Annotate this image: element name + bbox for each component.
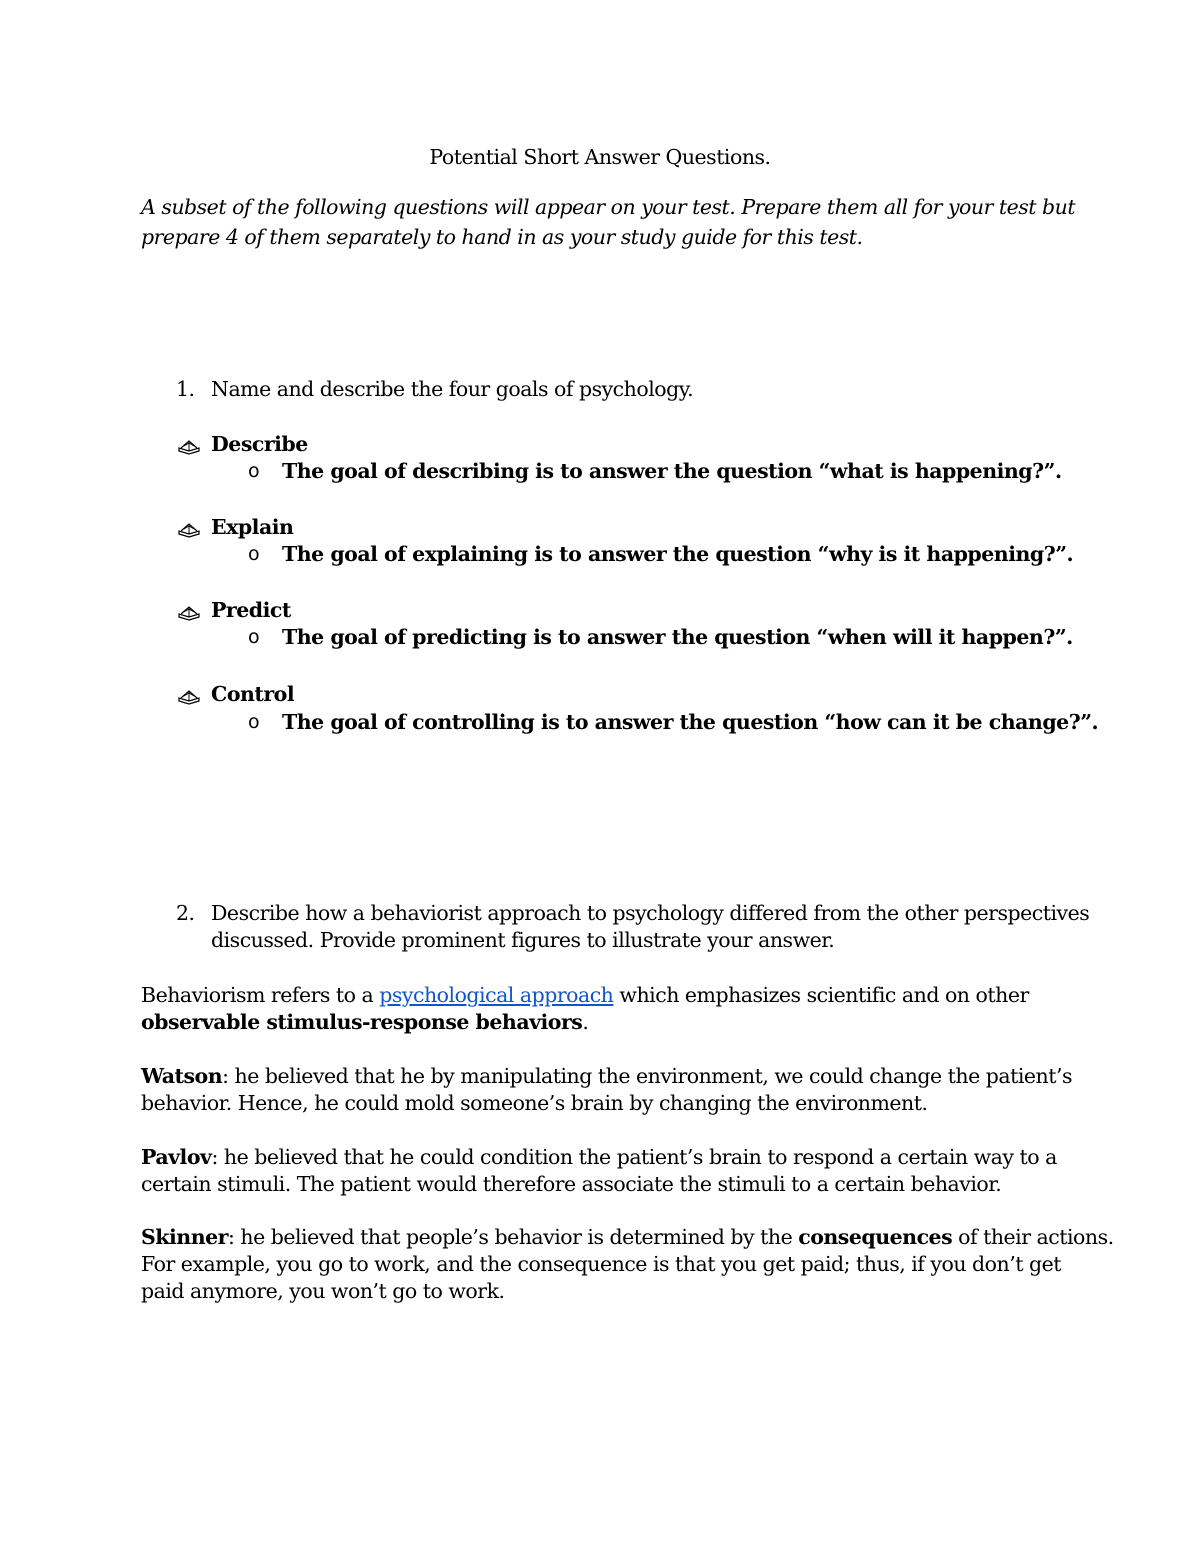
pavlov-text: : he believed that he could condition the patient’s brain to respond a certain way to a — [211, 1145, 1057, 1169]
question-2-number: 2. — [176, 901, 195, 925]
goal-predict-detail: The goal of predicting is to answer the question “when will it happen?”. — [282, 625, 1073, 649]
pavlov-line-1 — [141, 1144, 1057, 1171]
behaviorism-line-2 — [141, 1009, 588, 1036]
question-1-number: 1. — [176, 377, 195, 401]
skinner-name: Skinner — [141, 1225, 228, 1249]
skinner-text: : he believed that people’s behavior is determined by the — [227, 1225, 799, 1249]
watson-text: : he believed that he by manipulating the environment, we could change the patient’s — [222, 1064, 1072, 1088]
watson-name: Watson — [141, 1064, 223, 1088]
psychological-approach-link[interactable]: psychological approach — [379, 983, 614, 1007]
behaviorism-text: which emphasizes scientific and on other — [613, 983, 1029, 1007]
skinner-line-2: For example, you go to work, and the consequence is that you get paid; thus, if you don’t get — [141, 1252, 1061, 1276]
watson-line-2: behavior. Hence, he could mold someone’s brain by changing the environment. — [141, 1091, 928, 1115]
book-icon — [178, 520, 200, 540]
book-icon — [178, 687, 200, 707]
goal-control-detail: The goal of controlling is to answer the question “how can it be change?”. — [282, 710, 1099, 734]
behaviorism-text: Behaviorism refers to a — [141, 983, 380, 1007]
question-2-line-1: Describe how a behaviorist approach to psychology differed from the other perspectives — [211, 901, 1090, 925]
behaviorism-text: . — [582, 1010, 589, 1034]
goal-explain-detail: The goal of explaining is to answer the question “why is it happening?”. — [282, 542, 1074, 566]
goal-predict-label: Predict — [211, 598, 291, 622]
intro-line-1: A subset of the following questions will appear on your test. Prepare them all for your test but — [141, 195, 1076, 219]
skinner-line-3: paid anymore, you won’t go to work. — [141, 1279, 505, 1303]
pavlov-name: Pavlov — [141, 1145, 212, 1169]
sub-bullet-icon: o — [248, 543, 260, 565]
behaviorism-line-1 — [141, 982, 1029, 1009]
goal-describe-label: Describe — [211, 432, 308, 456]
sub-bullet-icon: o — [248, 460, 260, 482]
book-icon — [178, 437, 200, 457]
behaviorism-key-term: observable stimulus-response behaviors — [141, 1010, 583, 1034]
skinner-key-term: consequences — [798, 1225, 953, 1249]
sub-bullet-icon: o — [248, 711, 260, 733]
intro-line-2: prepare 4 of them separately to hand in as your study guide for this test. — [141, 225, 863, 249]
goal-describe-detail: The goal of describing is to answer the question “what is happening?”. — [282, 459, 1062, 483]
sub-bullet-icon: o — [248, 626, 260, 648]
question-1-text: Name and describe the four goals of psychology. — [211, 377, 694, 401]
watson-line-1 — [141, 1063, 1072, 1090]
question-2-line-2: discussed. Provide prominent figures to illustrate your answer. — [211, 928, 835, 952]
goal-explain-label: Explain — [211, 515, 294, 539]
goal-control-label: Control — [211, 682, 295, 706]
pavlov-line-2: certain stimuli. The patient would therefore associate the stimuli to a certain behavior. — [141, 1172, 1002, 1196]
skinner-line-1 — [141, 1224, 1114, 1251]
page-title: Potential Short Answer Questions. — [429, 145, 771, 169]
skinner-text: of their actions. — [952, 1225, 1114, 1249]
book-icon — [178, 603, 200, 623]
